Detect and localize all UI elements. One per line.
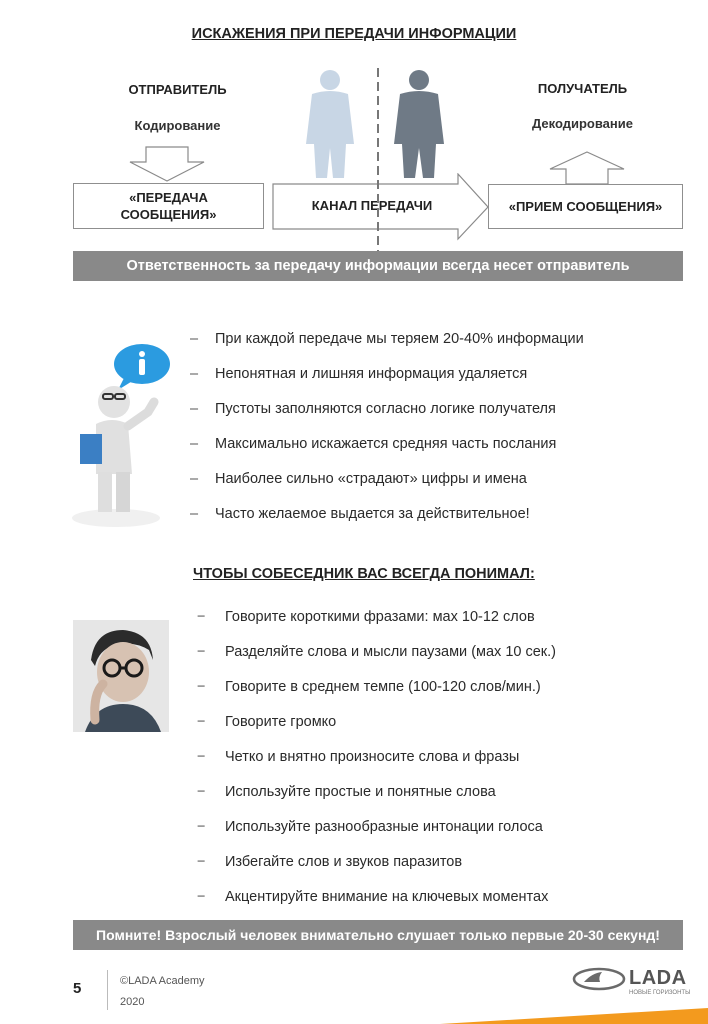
list-item: − Говорите в среднем темпе (100-120 слов/мин.) (197, 679, 541, 695)
list-item: − Четко и внятно произносите слова и фразы (197, 749, 520, 765)
copyright: ©LADA Academy (120, 975, 205, 987)
list-item: – Непонятная и лишняя информация удаляется (190, 366, 528, 382)
orange-accent-stripe (380, 1008, 708, 1024)
remember-bar: Помните! Взрослый человек внимательно слушает только первые 20-30 секунд! (73, 920, 683, 950)
info-figure-illustration (66, 340, 176, 530)
sender-role: ОТПРАВИТЕЛЬ (128, 82, 227, 97)
page-number: 5 (73, 980, 82, 997)
down-arrow-icon (128, 146, 206, 182)
brand-tagline: НОВЫЕ ГОРИЗОНТЫ (629, 990, 691, 996)
list-item: − Избегайте слов и звуков паразитов (197, 854, 463, 870)
list-item: − Акцентируйте внимание на ключевых моментах (197, 889, 549, 905)
sender-action: Кодирование (134, 118, 221, 133)
list-item: – Часто желаемое выдается за действительное! (190, 506, 530, 522)
list-item: − Используйте разнообразные интонации голоса (197, 819, 543, 835)
list-item: − Говорите короткими фразами: мах 10-12 слов (197, 609, 535, 625)
channel-divider (376, 68, 380, 254)
list-item: – Наиболее сильно «страдают» цифры и имена (190, 471, 527, 487)
receiver-box: «ПРИЕМ СООБЩЕНИЯ» (488, 184, 683, 229)
list-item: − Используйте простые и понятные слова (197, 784, 496, 800)
channel-label: КАНАЛ ПЕРЕДАЧИ (311, 198, 433, 213)
brand-name: LADA (629, 967, 687, 989)
tips-list (197, 607, 697, 922)
thinking-man-photo (73, 620, 169, 732)
list-item: – Пустоты заполняются согласно логике получателя (190, 401, 556, 417)
year: 2020 (120, 996, 145, 1008)
info-loss-list (190, 329, 690, 539)
sender-box: «ПЕРЕДАЧА СООБЩЕНИЯ» (73, 183, 264, 229)
page-title: ИСКАЖЕНИЯ ПРИ ПЕРЕДАЧИ ИНФОРМАЦИИ (191, 26, 517, 42)
list-item: – При каждой передаче мы теряем 20-40% информации (190, 331, 584, 347)
receiver-silhouette-icon (388, 68, 450, 180)
receiver-action: Декодирование (531, 116, 633, 131)
lada-logo-icon (572, 967, 626, 991)
list-item: – Максимально искажается средняя часть послания (190, 436, 557, 452)
list-item: − Разделяйте слова и мысли паузами (мах 10 сек.) (197, 644, 557, 660)
responsibility-bar: Ответственность за передачу информации всегда несет отправитель (73, 251, 683, 281)
receiver-role: ПОЛУЧАТЕЛЬ (537, 81, 628, 96)
list-item: − Говорите громко (197, 714, 337, 730)
sender-silhouette-icon (300, 68, 360, 180)
footer-divider (107, 970, 108, 1010)
tips-heading: ЧТОБЫ СОБЕСЕДНИК ВАС ВСЕГДА ПОНИМАЛ: (193, 566, 535, 582)
info-bubble-icon (114, 344, 170, 390)
up-arrow-icon (548, 151, 626, 185)
